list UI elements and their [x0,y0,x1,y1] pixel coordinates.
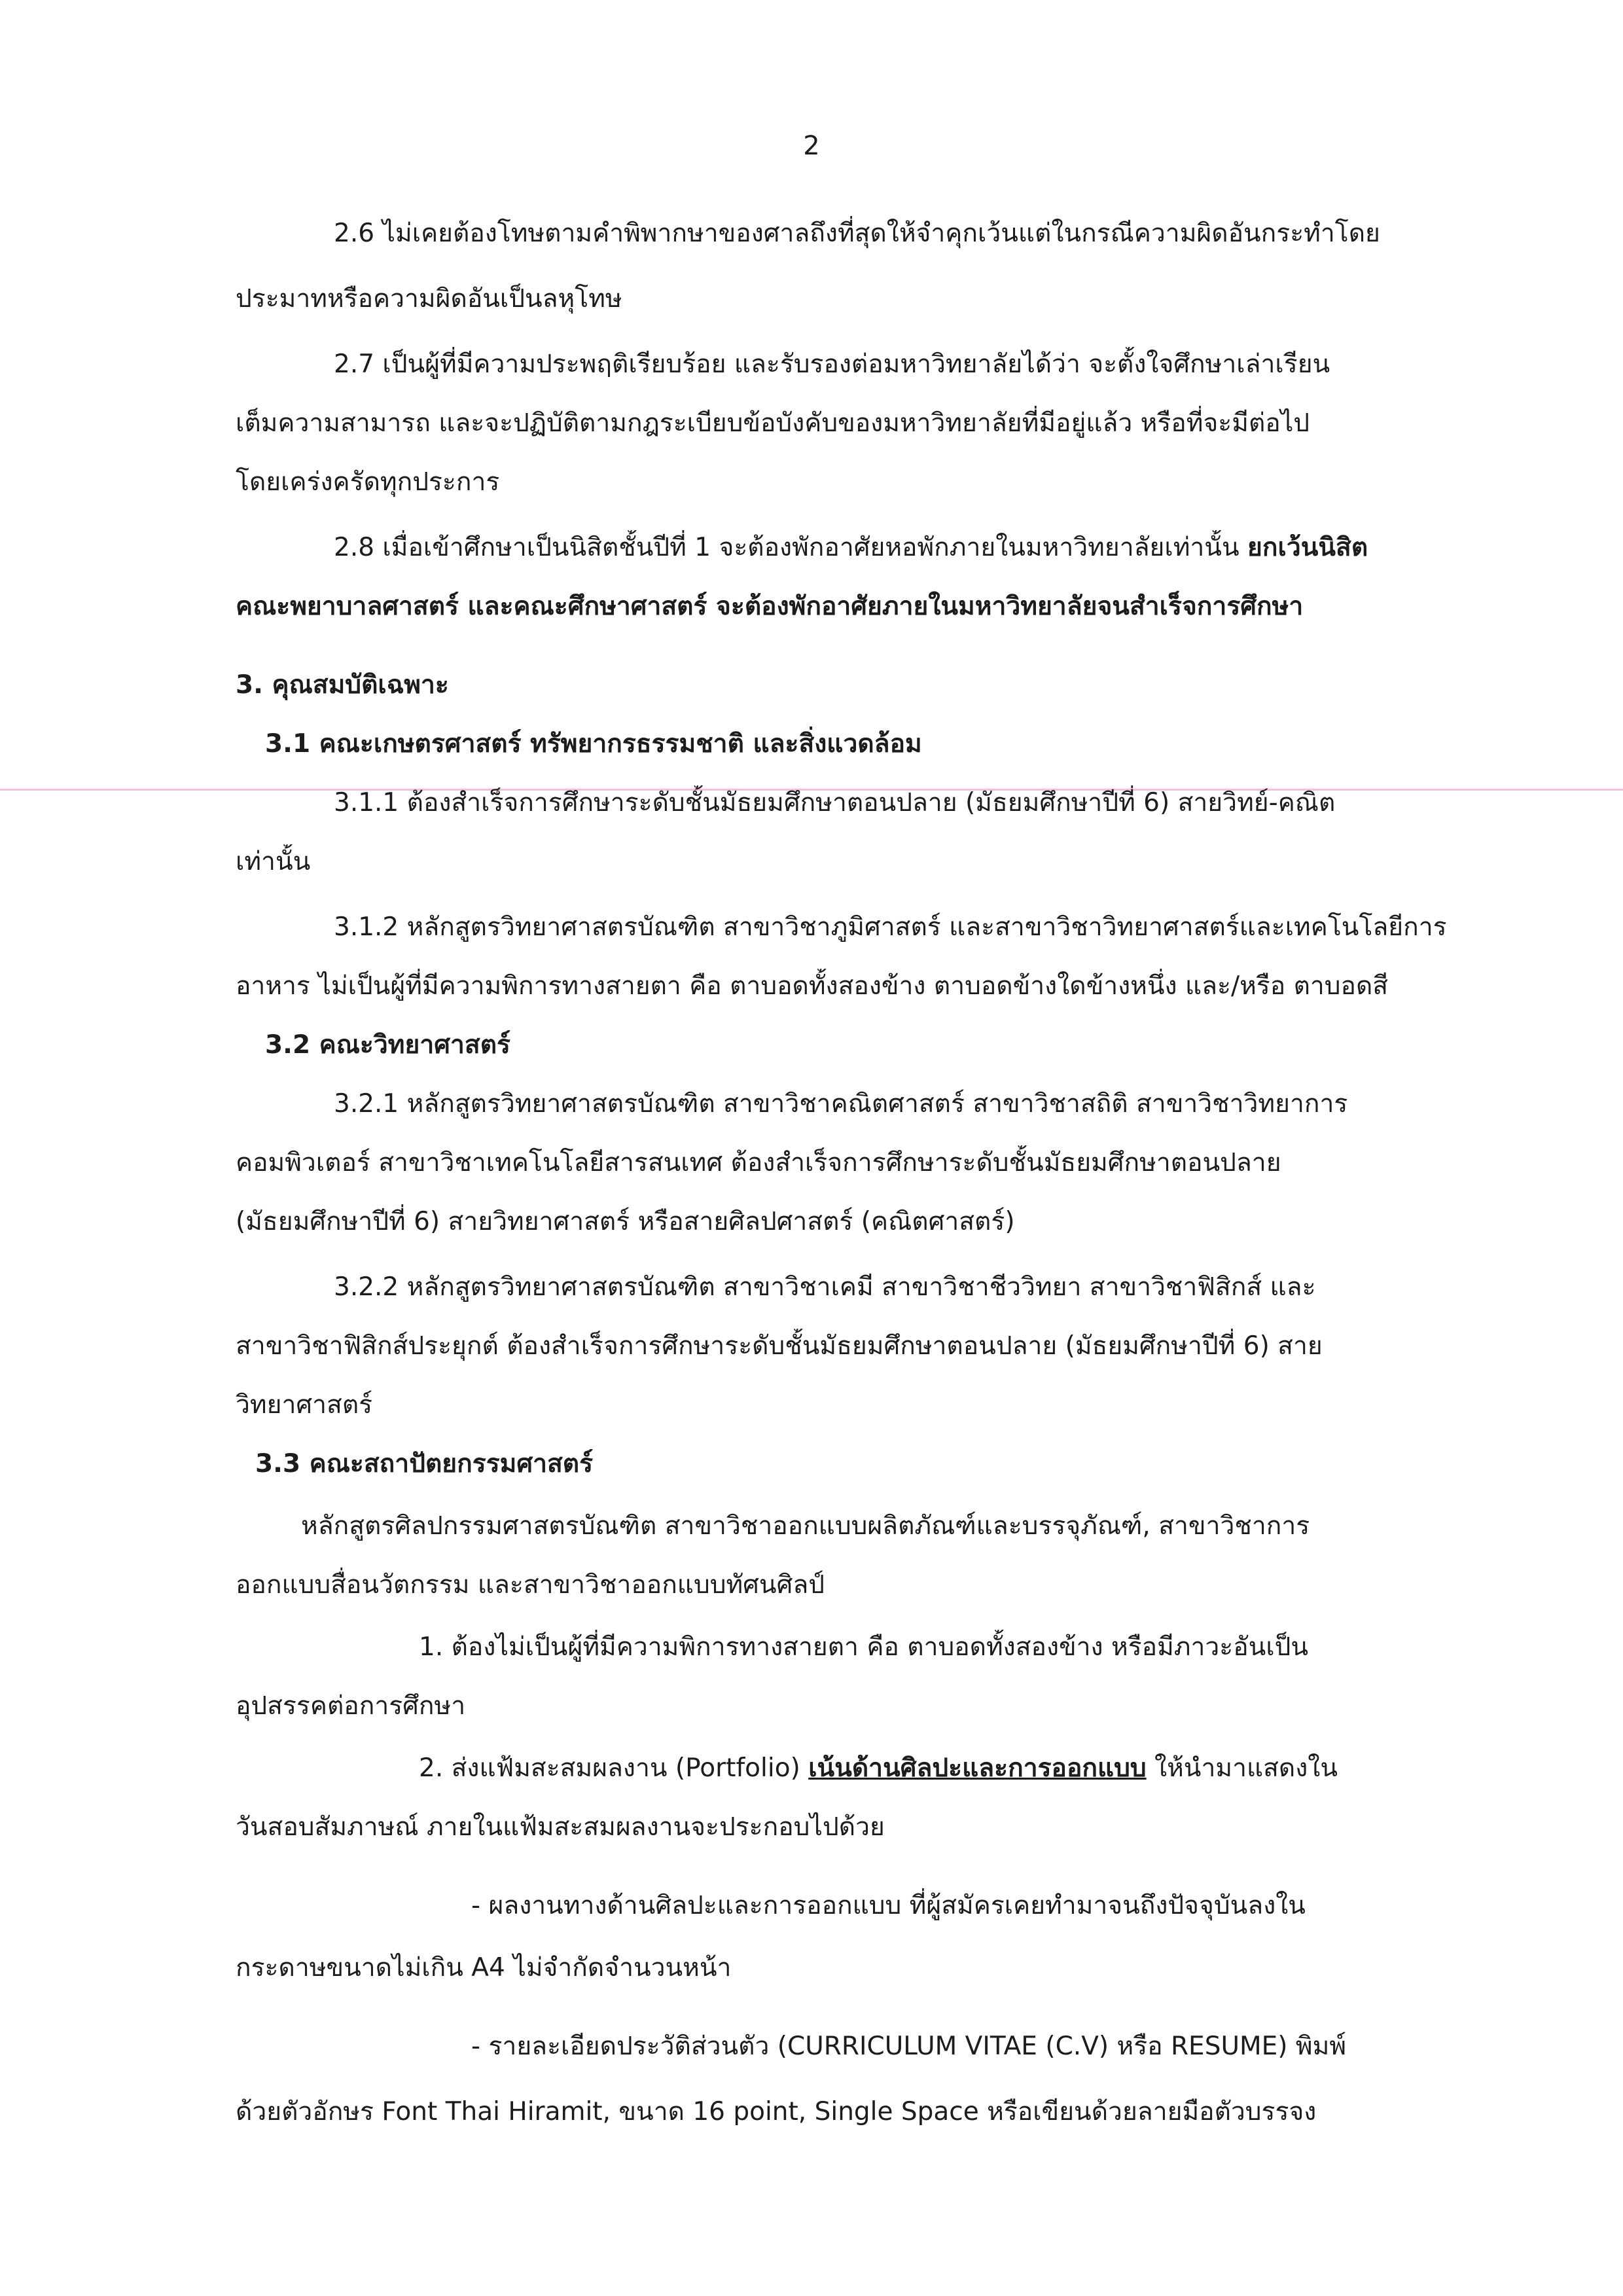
subsection-heading: 3.2 คณะวิทยาศาสตร์ [265,1030,510,1060]
emphasis-line: คณะพยาบาลศาสตร์ และคณะศึกษาศาสตร์ จะต้องพักอาศัยภายในมหาวิทยาลัยจนสำเร็จการศึกษา [236,592,1304,621]
text-line: เท่านั้น [236,847,311,876]
text-line: - ผลงานทางด้านศิลปะและการออกแบบ ที่ผู้สมัครเคยทำมาจนถึงปัจจุบันลงใน [471,1891,1306,1920]
text-line: คอมพิวเตอร์ สาขาวิชาเทคโนโลยีสารสนเทศ ต้องสำเร็จการศึกษาระดับชั้นมัธยมศึกษาตอนปลาย [236,1148,1281,1177]
text-line: ประมาทหรือความผิดอันเป็นลหุโทษ [236,284,622,314]
text-line: วิทยาศาสตร์ [236,1390,373,1420]
text-line: 2.6 ไม่เคยต้องโทษตามคำพิพากษาของศาลถึงที่สุดให้จำคุกเว้นแต่ในกรณีความผิดอันกระทำโดย [334,219,1380,248]
text-line: สาขาวิชาฟิสิกส์ประยุกต์ ต้องสำเร็จการศึกษาระดับชั้นมัธยมศึกษาตอนปลาย (มัธยมศึกษาปีที่ 6) สาย [236,1331,1323,1361]
underlined-emphasis: เน้นด้านศิลปะและการออกแบบ [808,1753,1147,1783]
text-line: 2.7 เป็นผู้ที่มีความประพฤติเรียบร้อย และรับรองต่อมหาวิทยาลัยได้ว่า จะตั้งใจศึกษาเล่าเรียน [334,350,1330,379]
text-line: (มัธยมศึกษาปีที่ 6) สายวิทยาศาสตร์ หรือสายศิลปศาสตร์ (คณิตศาสตร์) [236,1207,1015,1236]
emphasis-text: ยกเว้นนิสิต [1247,533,1368,562]
text-line: ออกแบบสื่อนวัตกรรม และสาขาวิชาออกแบบทัศนศิลป์ [236,1570,825,1600]
text-line: 3.2.2 หลักสูตรวิทยาศาสตรบัณฑิต สาขาวิชาเคมี สาขาวิชาชีววิทยา สาขาวิชาฟิสิกส์ และ [334,1272,1316,1302]
text-line: 3.1.2 หลักสูตรวิทยาศาสตรบัณฑิต สาขาวิชาภูมิศาสตร์ และสาขาวิชาวิทยาศาสตร์และเทคโนโลยีการ [334,912,1447,942]
text-line: 3.1.1 ต้องสำเร็จการศึกษาระดับชั้นมัธยมศึกษาตอนปลาย (มัธยมศึกษาปีที่ 6) สายวิทย์-คณิต [334,788,1336,817]
text-line-part: 2.8 เมื่อเข้าศึกษาเป็นนิสิตชั้นปีที่ 1 จะต้องพักอาศัยหอพักภายในมหาวิทยาลัยเท่านั้น [334,533,1248,562]
text-line-part: ให้นำมาแสดงใน [1146,1753,1338,1783]
subsection-heading: 3.1 คณะเกษตรศาสตร์ ทรัพยากรธรรมชาติ และสิ่งแวดล้อม [265,729,922,759]
subsection-heading: 3.3 คณะสถาปัตยกรรมศาสตร์ [255,1449,594,1479]
page-number: 2 [803,131,820,161]
text-line: ด้วยตัวอักษร Font Thai Hiramit, ขนาด 16 point, Single Space หรือเขียนด้วยลายมือตัวบรรจง [236,2097,1317,2126]
text-line: - รายละเอียดประวัติส่วนตัว (CURRICULUM VITAE (C.V) หรือ RESUME) พิมพ์ [471,2032,1347,2061]
text-line: เต็มความสามารถ และจะปฏิบัติตามกฎระเบียบข้อบังคับของมหาวิทยาลัยที่มีอยู่แล้ว หรือที่จะมีต่อไป [236,408,1310,438]
text-line-part: 2. ส่งแฟ้มสะสมผลงาน (Portfolio) [419,1753,809,1783]
text-line [419,1751,1456,1790]
section-heading: 3. คุณสมบัติเฉพาะ [236,670,449,700]
text-line: กระดาษขนาดไม่เกิน A4 ไม่จำกัดจำนวนหน้า [236,1953,732,1982]
text-line: โดยเคร่งครัดทุกประการ [236,467,500,497]
text-line: 3.2.1 หลักสูตรวิทยาศาสตรบัณฑิต สาขาวิชาคณิตศาสตร์ สาขาวิชาสถิติ สาขาวิชาวิทยาการ [334,1089,1348,1119]
text-line: 1. ต้องไม่เป็นผู้ที่มีความพิการทางสายตา คือ ตาบอดทั้งสองข้าง หรือมีภาวะอันเป็น [419,1632,1309,1662]
text-line: อาหาร ไม่เป็นผู้ที่มีความพิการทางสายตา คือ ตาบอดทั้งสองข้าง ตาบอดข้างใดข้างหนึ่ง และ/หรือ ตาบอดสี [236,971,1389,1001]
text-line: อุปสรรคต่อการศึกษา [236,1691,466,1721]
text-line [334,530,1456,569]
text-line: วันสอบสัมภาษณ์ ภายในแฟ้มสะสมผลงานจะประกอบไปด้วย [236,1812,885,1842]
text-line: หลักสูตรศิลปกรรมศาสตรบัณฑิต สาขาวิชาออกแบบผลิตภัณฑ์และบรรจุภัณฑ์, สาขาวิชาการ [301,1511,1310,1541]
